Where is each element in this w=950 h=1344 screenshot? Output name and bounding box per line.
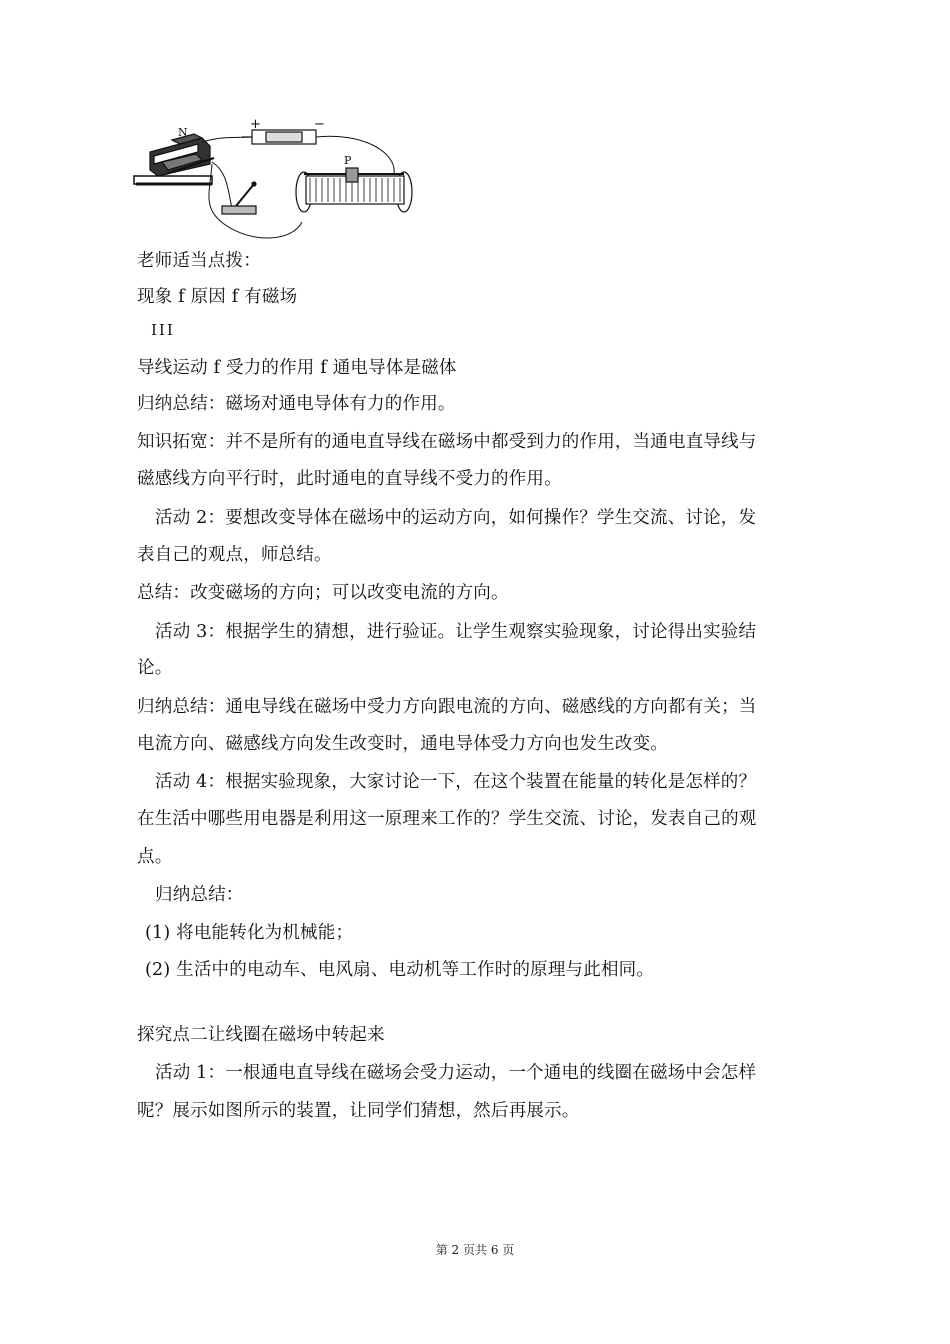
text-line: 归纳总结：磁场对通电导体有力的作用。 (137, 394, 456, 414)
text-line: 论。 (137, 658, 173, 678)
magnet-label-n: N (178, 126, 188, 139)
sliding-rheostat (296, 168, 412, 212)
battery-plus-label: + (250, 117, 261, 132)
wire-bottom (209, 164, 302, 238)
battery-minus-label: − (314, 117, 325, 132)
section-heading: 探究点二让线圈在磁场中转起来 (137, 1025, 385, 1045)
text-line: 点。 (137, 847, 173, 867)
text-line: 电流方向、磁感线方向发生改变时，通电导体受力方向也发生改变。 (137, 734, 668, 754)
list-item: (2) 生活中的电动车、电风扇、电动机等工作时的原理与此相同。 (145, 960, 655, 980)
text-line: 活动 1：一根通电直导线在磁场会受力运动，一个通电的线圈在磁场中会怎样 (155, 1063, 757, 1083)
text-line: 在生活中哪些用电器是利用这一原理来工作的？学生交流、讨论，发表自己的观 (137, 809, 757, 829)
text-line: 归纳总结： (155, 885, 244, 905)
list-item: (1) 将电能转化为机械能； (145, 923, 354, 943)
wire-top-left (202, 137, 252, 142)
text-line: 活动 3：根据学生的猜想，进行验证。让学生观察实验现象，讨论得出实验结 (155, 622, 757, 642)
page-number-footer: 第 2 页共 6 页 (435, 1243, 515, 1257)
text-line: 现象 f 原因 f 有磁场 (137, 287, 298, 307)
text-line: 总结：改变磁场的方向；可以改变电流的方向。 (137, 583, 509, 603)
circuit-apparatus-figure (132, 112, 422, 244)
text-line: 活动 4：根据实验现象，大家讨论一下，在这个装置在能量的转化是怎样的？ (155, 772, 757, 792)
text-line: 磁感线方向平行时，此时通电的直导线不受力的作用。 (137, 469, 562, 489)
text-line: 知识拓宽：并不是所有的通电直导线在磁场中都受到力的作用，当通电直导线与 (137, 432, 757, 452)
text-line: 老师适当点拨： (137, 251, 261, 271)
text-line: 活动 2：要想改变导体在磁场中的运动方向，如何操作？学生交流、讨论，发 (155, 508, 757, 528)
text-line: 归纳总结：通电导线在磁场中受力方向跟电流的方向、磁感线的方向都有关；当 (137, 697, 757, 717)
text-line: 呢？展示如图所示的装置，让同学们猜想，然后再展示。 (137, 1101, 580, 1121)
text-line: 表自己的观点，师总结。 (137, 545, 332, 565)
text-line: 导线运动 f 受力的作用 f 通电导体是磁体 (137, 358, 457, 378)
battery (242, 130, 316, 144)
text-line: III (151, 321, 175, 339)
wire-switch (212, 162, 232, 208)
rheostat-label-p: P (344, 154, 352, 167)
